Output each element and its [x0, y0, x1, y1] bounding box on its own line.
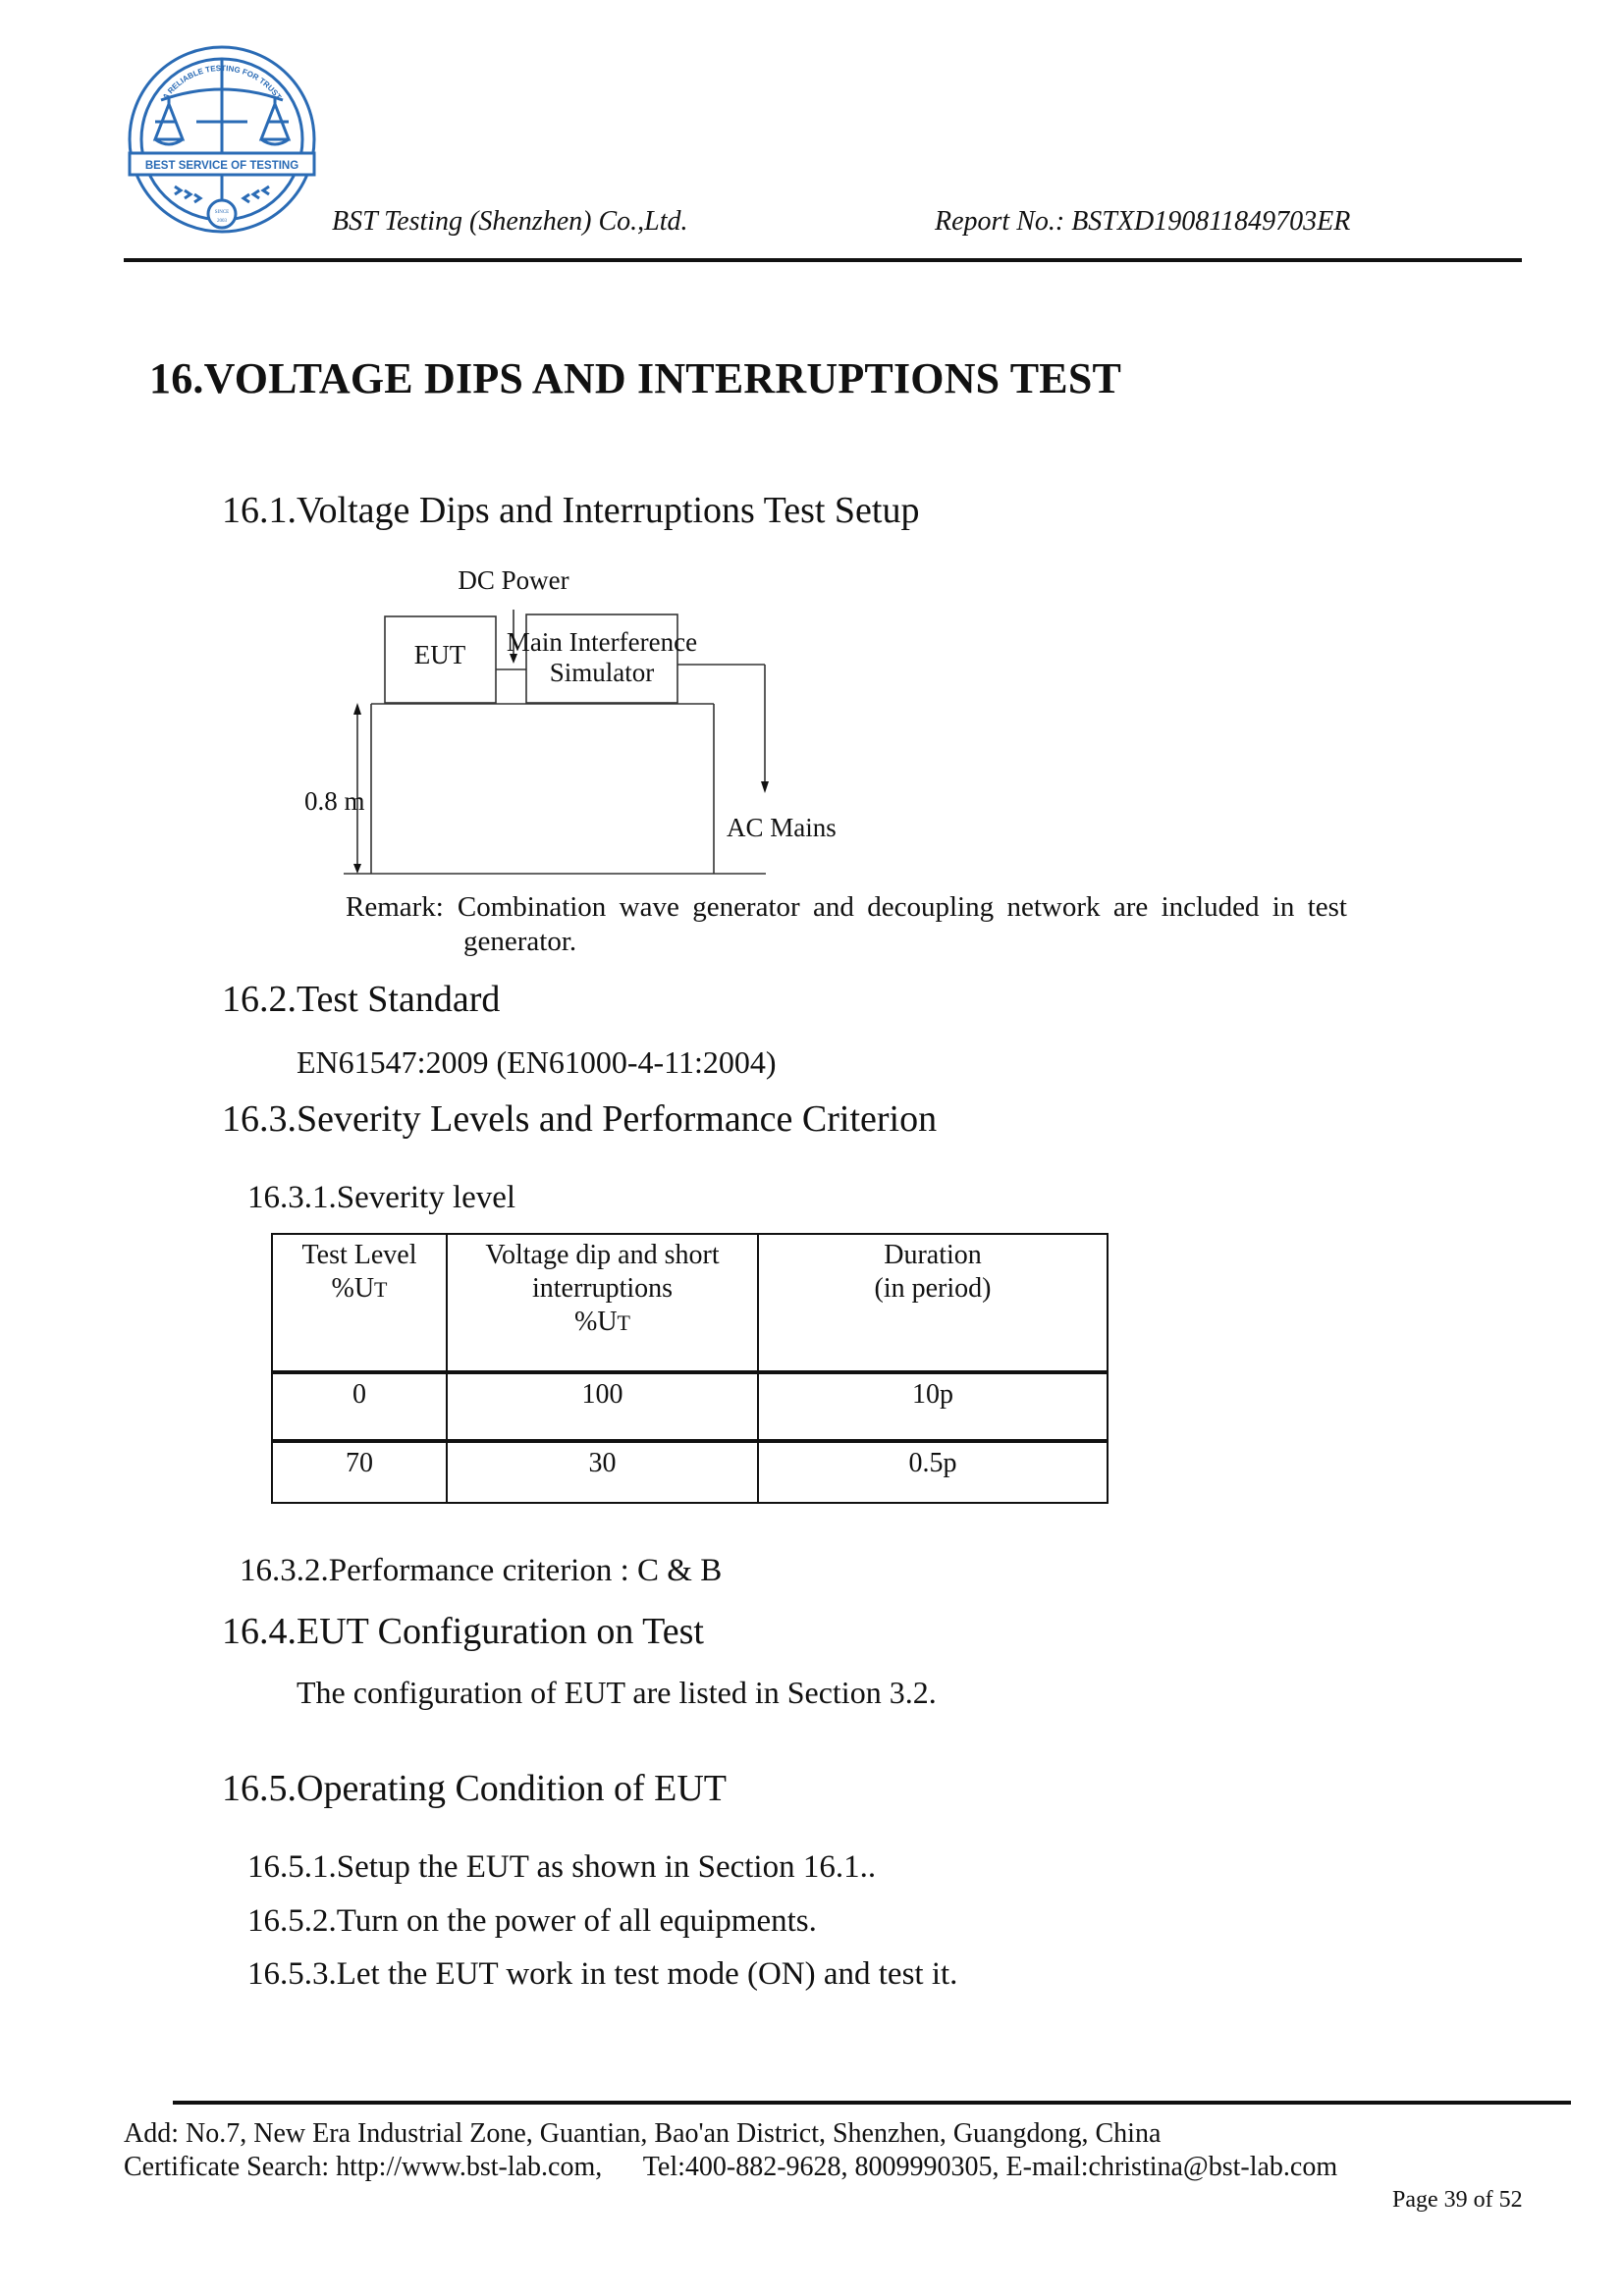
bst-logo-seal-icon — [126, 39, 318, 245]
table-cell: 30 — [447, 1441, 758, 1503]
remark-label: Remark: — [346, 891, 444, 923]
performance-criterion: 16.3.2.Performance criterion : C & B — [240, 1553, 723, 1588]
table-cell: 10p — [758, 1372, 1108, 1441]
dc-power-label: DC Power — [458, 565, 569, 595]
setup-heading: 16.1.Voltage Dips and Interruptions Test Setup — [222, 490, 920, 531]
header-report-number: Report No.: BSTXD190811849703ER — [935, 206, 1351, 237]
ac-mains-arrow-icon — [761, 781, 769, 793]
config-text: The configuration of EUT are listed in Section 3.2. — [297, 1675, 937, 1710]
operating-heading: 16.5.Operating Condition of EUT — [222, 1768, 727, 1809]
severity-level-heading: 16.3.1.Severity level — [247, 1180, 516, 1215]
remark-text-line1: Combination wave generator and decoupling network are included in test — [457, 891, 1347, 923]
height-arrow-down-icon — [353, 864, 361, 874]
ac-mains-label: AC Mains — [727, 813, 837, 842]
svg-text:BEST SERVICE OF TESTING: BEST SERVICE OF TESTING — [144, 160, 299, 172]
table-cell: 70 — [272, 1441, 447, 1503]
header-company: BST Testing (Shenzhen) Co.,Ltd. — [332, 206, 688, 237]
eut-label: EUT — [413, 640, 466, 669]
height-arrow-up-icon — [353, 703, 361, 715]
svg-text:2003: 2003 — [217, 219, 227, 224]
footer-tel-email: Tel:400-882-9628, 8009990305, E-mail:christina@bst-lab.com — [642, 2152, 1338, 2182]
svg-text:SINCE: SINCE — [214, 210, 230, 215]
operating-step: 16.5.2.Turn on the power of all equipments. — [247, 1903, 817, 1939]
footer-address: Add: No.7, New Era Industrial Zone, Guantian, Bao'an District, Shenzhen, Guangdong, China — [124, 2118, 1162, 2149]
config-heading: 16.4.EUT Configuration on Test — [222, 1611, 704, 1652]
severity-heading: 16.3.Severity Levels and Performance Criterion — [222, 1098, 938, 1140]
table-cell: 100 — [447, 1372, 758, 1441]
standard-text: EN61547:2009 (EN61000-4-11:2004) — [297, 1044, 777, 1080]
operating-step: 16.5.1.Setup the EUT as shown in Section 16.1.. — [247, 1849, 877, 1885]
simulator-label-line2: Simulator — [549, 658, 655, 687]
bst-logo — [126, 39, 318, 245]
section-title: 16.VOLTAGE DIPS AND INTERRUPTIONS TEST — [149, 354, 1122, 402]
footer-divider — [173, 2101, 1571, 2105]
remark-text-line2: generator. — [463, 926, 577, 957]
standard-heading: 16.2.Test Standard — [222, 979, 501, 1020]
table-row — [272, 1372, 1108, 1441]
page-number: Page 39 of 52 — [1392, 2187, 1523, 2213]
header-divider — [124, 258, 1522, 262]
footer-certificate-search: Certificate Search: http://www.bst-lab.com, — [124, 2152, 603, 2182]
table-cell: 0.5p — [758, 1441, 1108, 1503]
table-header-row — [272, 1234, 1108, 1372]
table-header-test-level: Test Level %UT — [272, 1234, 447, 1372]
table-row — [272, 1441, 1108, 1503]
severity-table — [271, 1233, 1109, 1504]
height-label: 0.8 m — [304, 786, 365, 816]
table-cell: 0 — [272, 1372, 447, 1441]
simulator-label-line1: Main Interference — [506, 627, 698, 657]
svg-text:A RELIABLE TESTING FOR TRUST: A RELIABLE TESTING FOR TRUST — [160, 63, 284, 102]
test-setup-diagram — [295, 560, 1178, 893]
table-header-duration: Duration (in period) — [758, 1234, 1108, 1372]
operating-step: 16.5.3.Let the EUT work in test mode (ON) and test it. — [247, 1956, 958, 1992]
setup-remark — [346, 891, 1347, 958]
table-header-voltage-dip: Voltage dip and short interruptions %UT — [447, 1234, 758, 1372]
footer-contact — [124, 2152, 1337, 2183]
